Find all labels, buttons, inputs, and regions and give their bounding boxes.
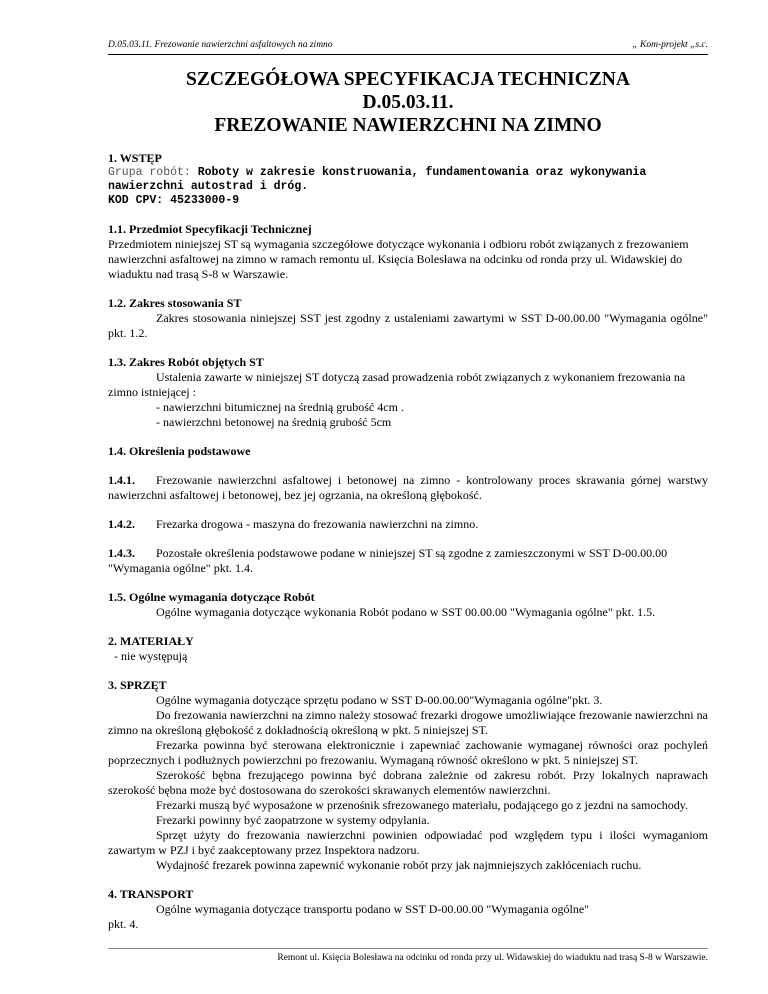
definition-text: Frezarka drogowa - maszyna do frezowania nawierzchni na zimno.	[156, 517, 479, 531]
section-4-heading: 4. TRANSPORT	[108, 887, 194, 901]
definition-number: 1.4.1.	[108, 473, 135, 487]
section-1-3-item: - nawierzchni betonowej na średnią grubość 5cm	[156, 415, 392, 429]
definition-text: Pozostałe określenia podstawowe podane w niniejszej ST są zgodne z zamieszczonymi w SST D-00.00.00 "Wymagania ogólne" pkt. 1.4.	[108, 546, 668, 575]
section-1-1-heading: 1.1. Przedmiot Specyfikacji Technicznej	[108, 222, 312, 236]
section-1-2-heading: 1.2. Zakres stosowania ST	[108, 296, 242, 310]
definition-1-4-2	[108, 517, 708, 532]
title-line-2: D.05.03.11.	[362, 92, 454, 113]
section-3-paragraph: Do frezowania nawierzchni na zimno należy stosować frezarki drogowe umożliwiające frezowanie nawierzchni na zimno na określoną głębokość z dokładnością określoną w pkt. 5 niniejszej ST.	[108, 708, 708, 737]
grupa-text: Roboty w zakresie konstruowania, fundamentowania oraz wykonywania nawierzchni autostrad i dróg.	[108, 166, 647, 193]
section-3-paragraph: Frezarki muszą być wyposażone w przenośnik sfrezowanego materiału, podającego go z jezdni na samochody.	[156, 798, 689, 812]
footer-text: Remont ul. Księcia Bolesława na odcinku od ronda przy ul. Widawskiej do wiaduktu nad trasą S-8 w Warszawie.	[277, 953, 708, 963]
definition-number: 1.4.2.	[108, 517, 135, 531]
section-1-2-text: Zakres stosowania niniejszej SST jest zgodny z ustaleniami zawartymi w SST D-00.00.00 "Wymagania ogólne" pkt. 1.2.	[108, 311, 708, 340]
section-1-5-text: Ogólne wymagania dotyczące wykonania Robót podano w SST 00.00.00 "Wymagania ogólne" pkt. 1.5.	[156, 605, 656, 619]
section-1-3-item: - nawierzchni bitumicznej na średnią grubość 4cm .	[156, 400, 404, 414]
page-header	[108, 40, 708, 55]
section-1-5-heading: 1.5. Ogólne wymagania dotyczące Robót	[108, 590, 315, 604]
section-1-4-heading: 1.4. Określenia podstawowe	[108, 444, 251, 458]
section-1-heading: 1. WSTĘP	[108, 151, 162, 165]
header-left: D.05.03.11. Frezowanie nawierzchni asfaltowych na zimno	[108, 40, 333, 50]
definition-1-4-1	[108, 473, 708, 503]
section-3-paragraph: Szerokość bębna frezującego powinna być dobrana zależnie od zakresu robót. Przy lokalnych naprawach szerokość bębna może być dostosowana do szerokości skrawanych elementów nawierzchni.	[108, 768, 708, 797]
page-footer	[108, 948, 708, 963]
document-body	[108, 68, 708, 932]
section-3-heading: 3. SPRZĘT	[108, 678, 167, 692]
title-line-1: SZCZEGÓŁOWA SPECYFIKACJA TECHNICZNA	[186, 69, 630, 90]
definition-number: 1.4.3.	[108, 546, 135, 560]
section-4-text: Ogólne wymagania dotyczące transportu podano w SST D-00.00.00 "Wymagania ogólne"	[156, 902, 590, 916]
section-4-text-cont: pkt. 4.	[108, 917, 139, 931]
grupa-label: Grupa robót:	[108, 166, 191, 179]
section-3-paragraph: Wydajność frezarek powinna zapewnić wykonanie robót przy jak najmniejszych zakłóceniach ruchu.	[156, 858, 642, 872]
section-1-3-text: Ustalenia zawarte w niniejszej ST dotyczą zasad prowadzenia robót związanych z wykonaniem frezowania na zimno istniejącej :	[108, 370, 686, 399]
section-2-heading: 2. MATERIAŁY	[108, 634, 194, 648]
section-3-paragraph: Sprzęt użyty do frezowania nawierzchni powinien odpowiadać pod względem typu i ilości wymaganiom zawartym w PZJ i być zaakceptowany przez Inspektora nadzoru.	[108, 828, 708, 857]
section-1-3-heading: 1.3. Zakres Robót objętych ST	[108, 355, 264, 369]
section-3-paragraph: Frezarki powinny być zaopatrzone w systemy odpylania.	[156, 813, 430, 827]
header-right: „ Kom-projekt „s.c.	[632, 40, 708, 50]
title-line-3: FREZOWANIE NAWIERZCHNI NA ZIMNO	[214, 115, 602, 136]
section-1-1-text: Przedmiotem niniejszej ST są wymagania szczegółowe dotyczące wykonania i odbioru robót związanych z frezowaniem nawierzchni asfaltowej na zimno w ramach remontu ul. Księcia Bolesława na odcinku od ronda przy ul. Widawskiej do wiaduktu nad trasą S-8 w Warszawie.	[108, 237, 689, 281]
section-1-grupa	[108, 166, 708, 194]
definition-1-4-3	[108, 546, 708, 576]
section-3-paragraph: Frezarka powinna być sterowana elektronicznie i zapewniać zachowanie wymaganej równości oraz pochyleń poprzecznych i podłużnych powierzchni po frezowaniu. Wymaganą równość określono w pkt. 5 niniejszej ST.	[108, 738, 708, 767]
section-3-paragraph: Ogólne wymagania dotyczące sprzętu podano w SST D-00.00.00"Wymagania ogólne"pkt. 3.	[156, 693, 603, 707]
section-2-text: - nie występują	[114, 649, 188, 663]
cpv-code: KOD CPV: 45233000-9	[108, 194, 240, 207]
definition-text: Frezowanie nawierzchni asfaltowej i betonowej na zimno - kontrolowany proces skrawania górnej warstwy nawierzchni asfaltowej i betonowej, bez jej ogrzania, na określoną głębokość.	[108, 473, 708, 502]
